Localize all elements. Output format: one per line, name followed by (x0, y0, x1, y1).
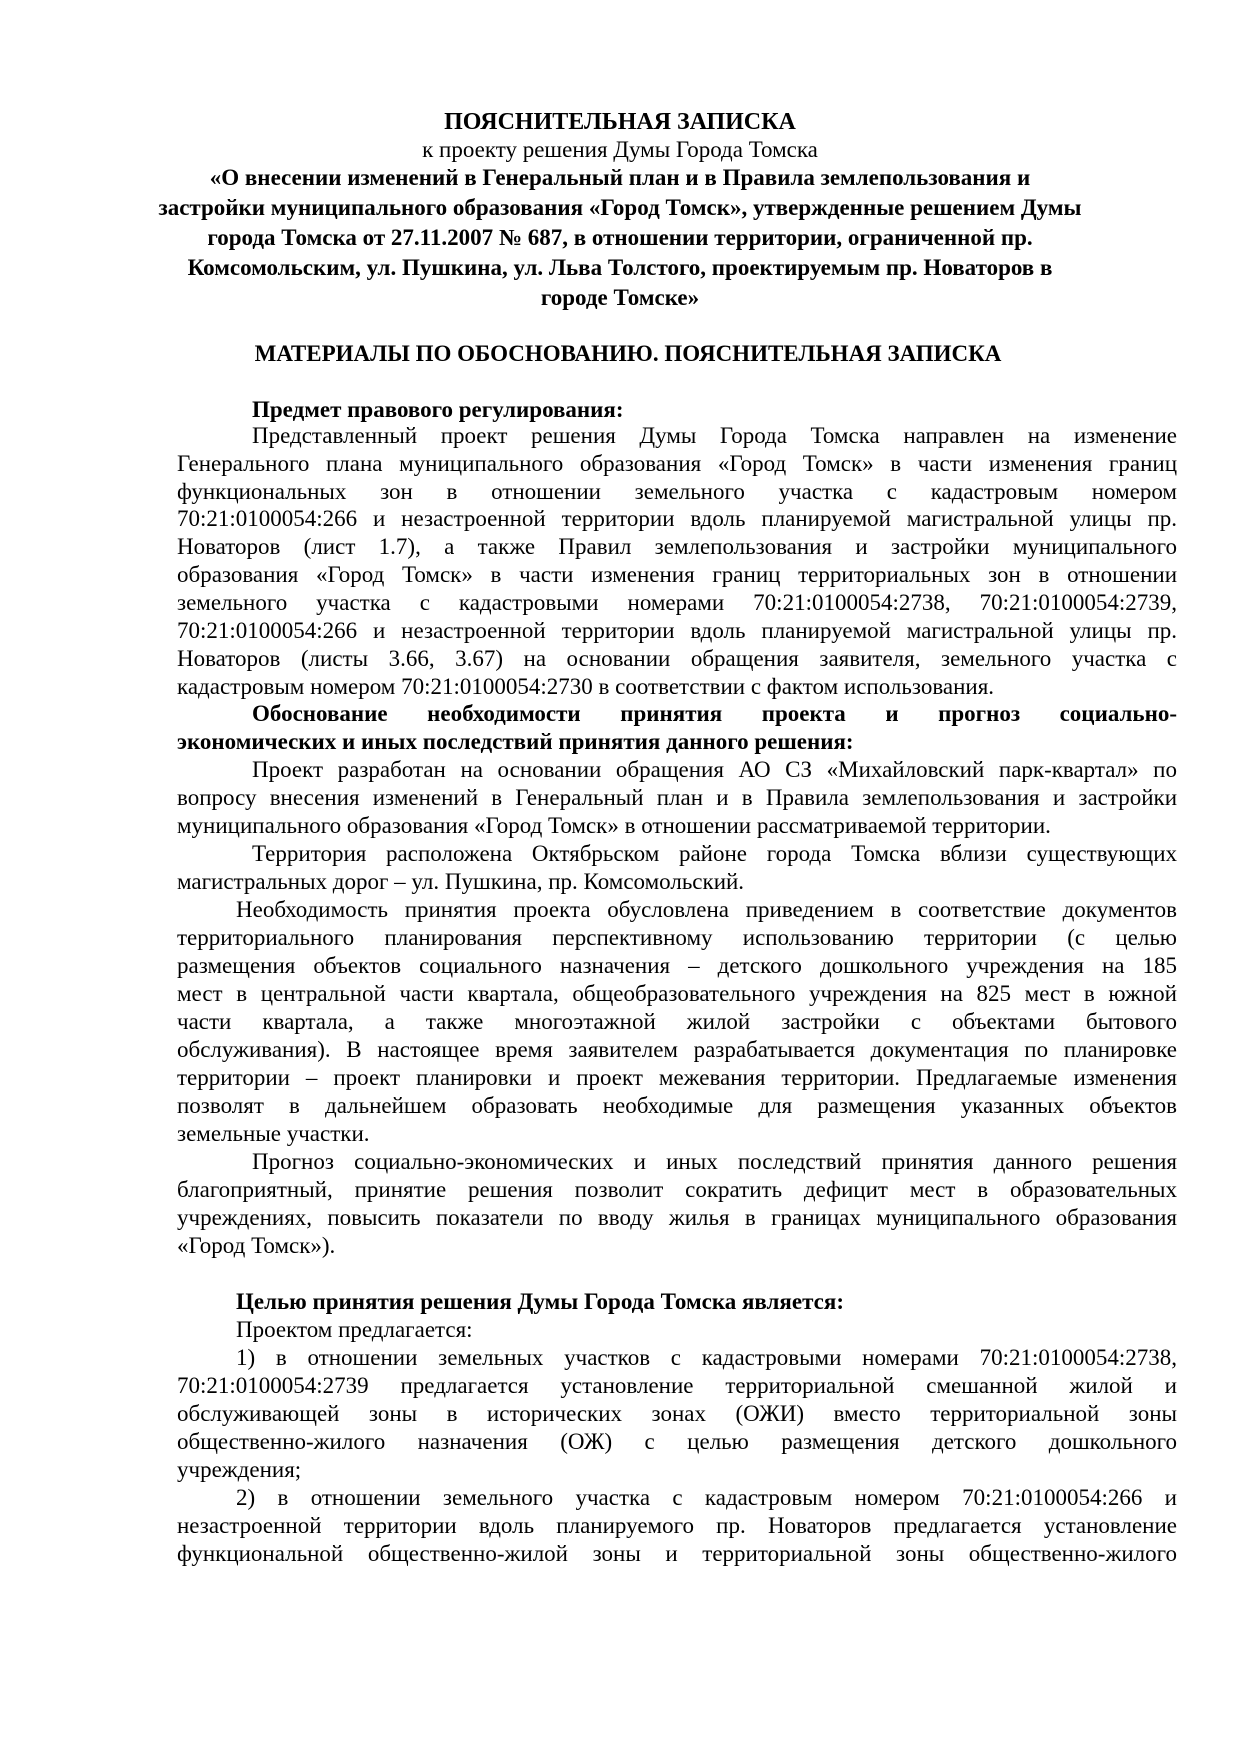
goal-intro: Проектом предлагается: (236, 1317, 473, 1342)
heading-justification: экономических и иных последствий принятия данного решения: (177, 729, 854, 754)
paragraph-line: 70:21:0100054:266 и незастроенной территории вдоль планируемой магистральной улицы пр. (177, 618, 1177, 643)
paragraph-line: Территория расположена Октябрьском районе города Томска вблизи существующих (252, 841, 1177, 866)
list-item-line: 70:21:0100054:2739 предлагается установление территориальной смешанной жилой и (177, 1373, 1177, 1398)
list-item-line: функциональной общественно-жилой зоны и территориальной зоны общественно-жилого (177, 1541, 1177, 1566)
paragraph-line: Проект разработан на основании обращения АО СЗ «Михайловский парк-квартал» по (252, 757, 1177, 782)
paragraph-line: обслуживания). В настоящее время заявителем разрабатывается документация по планировке (177, 1037, 1177, 1062)
paragraph-line: Представленный проект решения Думы Города Томска направлен на изменение (252, 423, 1177, 448)
paragraph-line: части квартала, а также многоэтажной жилой застройки с объектами бытового (177, 1009, 1177, 1034)
paragraph-line: вопросу внесения изменений в Генеральный план и в Правила землепользования и застройки (177, 785, 1177, 810)
paragraph-line: «Город Томск»). (177, 1233, 336, 1258)
paragraph-line: образования «Город Томск» в части изменения границ территориальных зон в отношении (177, 562, 1177, 587)
paragraph-line: Генерального плана муниципального образования «Город Томск» в части изменения границ (177, 451, 1177, 476)
paragraph-line: муниципального образования «Город Томск» в отношении рассматриваемой территории. (177, 813, 1051, 838)
list-item-line: 2) в отношении земельного участка с кадастровым номером 70:21:0100054:266 и (236, 1485, 1177, 1510)
project-name-line: «О внесении изменений в Генеральный план и в Правила землепользования и (209, 165, 1031, 190)
heading-subject: Предмет правового регулирования: (252, 397, 624, 422)
paragraph-line: функциональных зон в отношении земельного участка с кадастровым номером (177, 479, 1177, 504)
paragraph-line: 70:21:0100054:266 и незастроенной территории вдоль планируемой магистральной улицы пр. (177, 506, 1177, 531)
paragraph-line: кадастровым номером 70:21:0100054:2730 в соответствии с фактом использования. (177, 674, 995, 699)
document-subtitle: к проекту решения Думы Города Томска (422, 137, 818, 162)
paragraph-line: мест в центральной части квартала, общеобразовательного учреждения на 825 мест в южной (177, 981, 1177, 1006)
paragraph-line: территории – проект планировки и проект межевания территории. Предлагаемые изменения (177, 1065, 1177, 1090)
list-item-line: учреждения; (177, 1457, 302, 1482)
paragraph-line: благоприятный, принятие решения позволит сократить дефицит мест в образовательных (177, 1177, 1177, 1202)
section-title: МАТЕРИАЛЫ ПО ОБОСНОВАНИЮ. ПОЯСНИТЕЛЬНАЯ ЗАПИСКА (254, 341, 1002, 366)
paragraph-line: магистральных дорог – ул. Пушкина, пр. Комсомольский. (177, 869, 745, 894)
paragraph-line: Прогноз социально-экономических и иных последствий принятия данного решения (252, 1149, 1177, 1174)
paragraph-line: позволят в дальнейшем образовать необходимые для размещения указанных объектов (177, 1093, 1177, 1118)
paragraph-line: территориального планирования перспективному использованию территории (с целью (177, 925, 1177, 950)
project-name-line: городе Томске» (540, 285, 700, 310)
list-item-line: обслуживающей зоны в исторических зонах (ОЖИ) вместо территориальной зоны (177, 1401, 1177, 1426)
paragraph-line: Необходимость принятия проекта обусловлена приведением в соответствие документов (236, 897, 1177, 922)
list-item-line: 1) в отношении земельных участков с кадастровыми номерами 70:21:0100054:2738, (236, 1345, 1177, 1370)
heading-goal: Целью принятия решения Думы Города Томска является: (236, 1289, 844, 1314)
document-title: ПОЯСНИТЕЛЬНАЯ ЗАПИСКА (444, 109, 796, 135)
paragraph-line: земельного участка с кадастровыми номерами 70:21:0100054:2738, 70:21:0100054:2739, (177, 590, 1177, 615)
project-name-line: города Томска от 27.11.2007 № 687, в отношении территории, ограниченной пр. (207, 225, 1033, 250)
paragraph-line: земельные участки. (177, 1121, 370, 1146)
project-name-line: Комсомольским, ул. Пушкина, ул. Льва Толстого, проектируемым пр. Новаторов в (187, 255, 1053, 280)
project-name-line: застройки муниципального образования «Город Томск», утвержденные решением Думы (158, 195, 1082, 220)
heading-justification: Обоснование необходимости принятия проекта и прогноз социально- (252, 701, 1177, 726)
paragraph-line: Новаторов (листы 3.66, 3.67) на основании обращения заявителя, земельного участка с (177, 646, 1177, 671)
list-item-line: общественно-жилого назначения (ОЖ) с целью размещения детского дошкольного (177, 1429, 1177, 1454)
paragraph-line: размещения объектов социального назначения – детского дошкольного учреждения на 185 (177, 953, 1177, 978)
paragraph-line: Новаторов (лист 1.7), а также Правил землепользования и застройки муниципального (177, 534, 1177, 559)
list-item-line: незастроенной территории вдоль планируемого пр. Новаторов предлагается установление (177, 1513, 1177, 1538)
paragraph-line: учреждениях, повысить показатели по вводу жилья в границах муниципального образования (177, 1205, 1177, 1230)
